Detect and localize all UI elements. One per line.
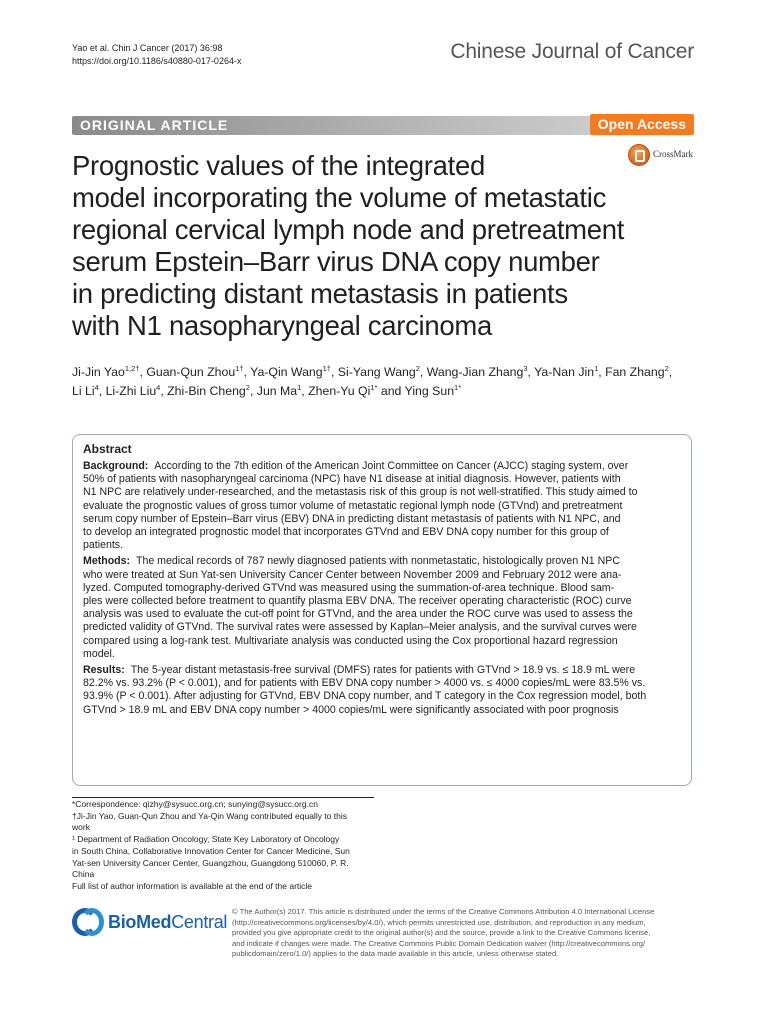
author-affiliation-marker: 1,2† — [124, 364, 140, 373]
footnotes — [72, 799, 372, 893]
results-text: GTVnd > 18.9 mL and EBV DNA copy number > 4000 copies/mL were significantly associated with poor prognosis — [83, 703, 619, 716]
abstract-methods — [83, 555, 681, 661]
citation-line: Yao et al. Chin J Cancer (2017) 36:98 — [72, 43, 223, 53]
author-name: Fan Zhang$^2$ — [605, 364, 669, 379]
license-line: provided you give appropriate credit to the original author(s) and the source, provide a link to the Creative Commons license, — [232, 928, 651, 938]
author-name: Zhi-Bin Cheng$^2$ — [167, 383, 250, 398]
author-affiliation-marker: 1† — [322, 364, 331, 373]
journal-name: Chinese Journal of Cancer — [450, 40, 694, 63]
results-text: The 5-year distant metastasis-free survival (DMFS) rates for patients with GTVnd > 18.9 vs. ≤ 18.9 mL were — [130, 664, 636, 677]
affiliation-line: China — [72, 869, 95, 880]
author-name: Li Li$^4$ — [72, 383, 99, 398]
open-access-badge: Open Access — [590, 114, 694, 135]
abstract-background — [83, 460, 681, 552]
license-statement — [232, 907, 692, 960]
footnote-divider — [72, 797, 374, 798]
footnote-line: †Ji-Jin Yao, Guan-Qun Zhou and Ya-Qin Wang contributed equally to this — [72, 810, 347, 821]
article-type-banner — [72, 116, 694, 135]
author-info-note: Full list of author information is available at the end of the article — [72, 880, 313, 891]
background-text: N1 NPC are relatively under-researched, and the metastasis risk of this group is not well-stratified. This study aimed to — [83, 486, 638, 499]
methods-text: The medical records of 787 newly diagnosed patients with nonmetastatic, histologically proven N1 NPC — [135, 555, 621, 568]
article-title — [72, 150, 692, 342]
author-name: Ya-Nan Jin$^1$ — [534, 364, 599, 379]
author-name: Ying Sun$^{1*}$ — [404, 383, 462, 398]
author-name: Ji-Jin Yao$^{1,2\dagger}$ — [72, 364, 140, 379]
crossmark-label: CrossMark — [653, 149, 693, 159]
methods-text: model. — [83, 647, 115, 660]
article-type-label: ORIGINAL ARTICLE — [80, 117, 229, 133]
biomed-central-logo-icon — [80, 908, 104, 936]
author-name: Ya-Qin Wang$^{1\dagger}$ — [250, 364, 331, 379]
author-affiliation-marker: 1† — [235, 364, 244, 373]
author-name: Jun Ma$^1$ — [256, 383, 302, 398]
citation-block — [72, 42, 241, 68]
license-line[interactable]: (http://creativecommons.org/licenses/by/4.0/), which permits unrestricted use, distribution, and reproduction in any medium, — [232, 917, 646, 927]
affiliation-line: Yat-sen University Cancer Center, Guangzhou, Guangdong 510060, P. R. — [72, 857, 349, 868]
methods-text: predicted validity of GTVnd. The survival rates were assessed by Kaplan–Meier analysis, and the survival curves were — [83, 621, 637, 634]
title-line: model incorporating the volume of metastatic — [72, 182, 607, 213]
background-text: to develop an integrated prognostic model that incorporates GTVnd and EBV DNA copy number for this group of — [83, 526, 609, 539]
methods-text: analysis was used to evaluate the cut-off point for GTVnd, and the area under the ROC curve was used to assess the — [83, 608, 633, 621]
results-label: Results: — [83, 664, 125, 677]
title-line: regional cervical lymph node and pretreatment — [72, 214, 625, 245]
results-text: 82.2% vs. 93.2% (P < 0.001), and for patients with EBV DNA copy number > 4000 vs. ≤ 4000 copies/mL were 83.5% vs. — [83, 677, 646, 690]
methods-text: lyzed. Computed tomography-derived GTVnd was measured using the summation-of-area technique. Blood sam- — [83, 581, 615, 594]
background-text: 50% of patients with nasopharyngeal carcinoma (NPC) have N1 disease at initial diagnosis. However, patients with — [83, 473, 621, 486]
title-line: in predicting distant metastasis in patients — [72, 278, 568, 309]
affiliation-line: in South China, Collaborative Innovation Center for Cancer Medicine, Sun — [72, 845, 350, 856]
author-name: Zhen-Yu $Qi^{1*}$ — [308, 383, 378, 398]
author-affiliation-marker: 1* — [454, 383, 462, 392]
author-affiliation-marker: 2 — [664, 364, 669, 373]
methods-label: Methods: — [83, 555, 131, 568]
results-text: 93.9% (P < 0.001). After adjusting for GTVnd, EBV DNA copy number, and T category in the Cox regression model, both — [83, 690, 647, 703]
methods-text: compared using a log-rank test. Multivariate analysis was conducted using the Cox proportional hazard regression — [83, 634, 618, 647]
abstract-results — [83, 664, 681, 717]
license-line[interactable]: publicdomain/zero/1.0/) applies to the data made available in this article, unless otherwise stated. — [232, 949, 559, 959]
author-affiliation-marker: 3 — [523, 364, 528, 373]
title-line: with N1 nasopharyngeal carcinoma — [72, 310, 492, 341]
author-affiliation-marker: 4 — [94, 383, 99, 392]
author-affiliation-marker: 2 — [415, 364, 420, 373]
background-text: serum copy number of Epstein–Barr virus (EBV) DNA in predicting distant metastasis of patients with N1 NPC, and — [83, 512, 621, 525]
abstract-box — [72, 434, 692, 786]
background-label: Background: — [83, 460, 149, 472]
methods-text: who were treated at Sun Yat-sen University Cancer Center between November 2009 and February 2012 were ana- — [83, 568, 622, 581]
abstract-heading: Abstract — [83, 442, 132, 456]
background-text: patients. — [83, 539, 124, 552]
title-line: Prognostic values of the integrated — [72, 150, 485, 181]
author-name: Li-Zhi Liu$^4$ — [105, 383, 161, 398]
methods-text: ples were collected before treatment to quantify plasma EBV DNA. The receiver operating characteristic (ROC) curve — [83, 595, 632, 608]
background-text: evaluate the prognostic values of gross tumor volume of metastatic regional lymph node (GTVnd) and pretreatment — [83, 499, 623, 512]
license-line[interactable]: and indicate if changes were made. The Creative Commons Public Domain Dedication waiver (http://creativecommons.org/ — [232, 938, 646, 948]
author-affiliation-marker: 1 — [297, 383, 302, 392]
publisher-name: BioMedCentral — [108, 912, 228, 932]
doi-link[interactable]: https://doi.org/10.1186/s40880-017-0264-x — [72, 56, 242, 66]
background-text: According to the 7th edition of the American Joint Committee on Cancer (AJCC) staging system, over — [154, 460, 629, 472]
author-name: Guan-Qun Zhou$^{1\dagger}$ — [146, 364, 244, 379]
author-name: Wang-Jian Zhang$^3$ — [426, 364, 528, 379]
footnote-line: work — [72, 822, 90, 833]
author-list: Ji-Jin Yao$^{1,2\dagger}$, Guan-Qun Zhou$^{1\dagger}$, Ya-Qin Wang$^{1\dagger}$, Si-Yang Wang$^2$, Wang-Jian Zhang$^3$, Ya-Nan Jin$^1$, Fan Zhang$^2$, Li Li$^4$, Li-Zhi Liu$^4$, Zhi-Bin Cheng$^2$, Jun Ma$^1$, Zhen-Yu $Qi^{1*}$ and Ying Sun$^{1*}$ — [72, 364, 673, 398]
title-line: serum Epstein–Barr virus DNA copy number — [72, 246, 600, 277]
author-affiliation-marker: 1* — [370, 383, 378, 392]
correspondence-note: *Correspondence: qizhy@sysucc.org.cn; sunying@sysucc.org.cn — [72, 799, 318, 809]
author-affiliation-marker: 2 — [245, 383, 250, 392]
author-affiliation-marker: 1 — [594, 364, 599, 373]
license-line: © The Author(s) 2017. This article is distributed under the terms of the Creative Commons Attribution 4.0 International License — [232, 907, 655, 916]
biomed-central-logo — [72, 906, 228, 940]
author-affiliation-marker: 4 — [156, 383, 161, 392]
affiliation-line: ¹ Department of Radiation Oncology, State Key Laboratory of Oncology — [72, 834, 340, 845]
author-name: Si-Yang Wang$^2$ — [337, 364, 420, 379]
